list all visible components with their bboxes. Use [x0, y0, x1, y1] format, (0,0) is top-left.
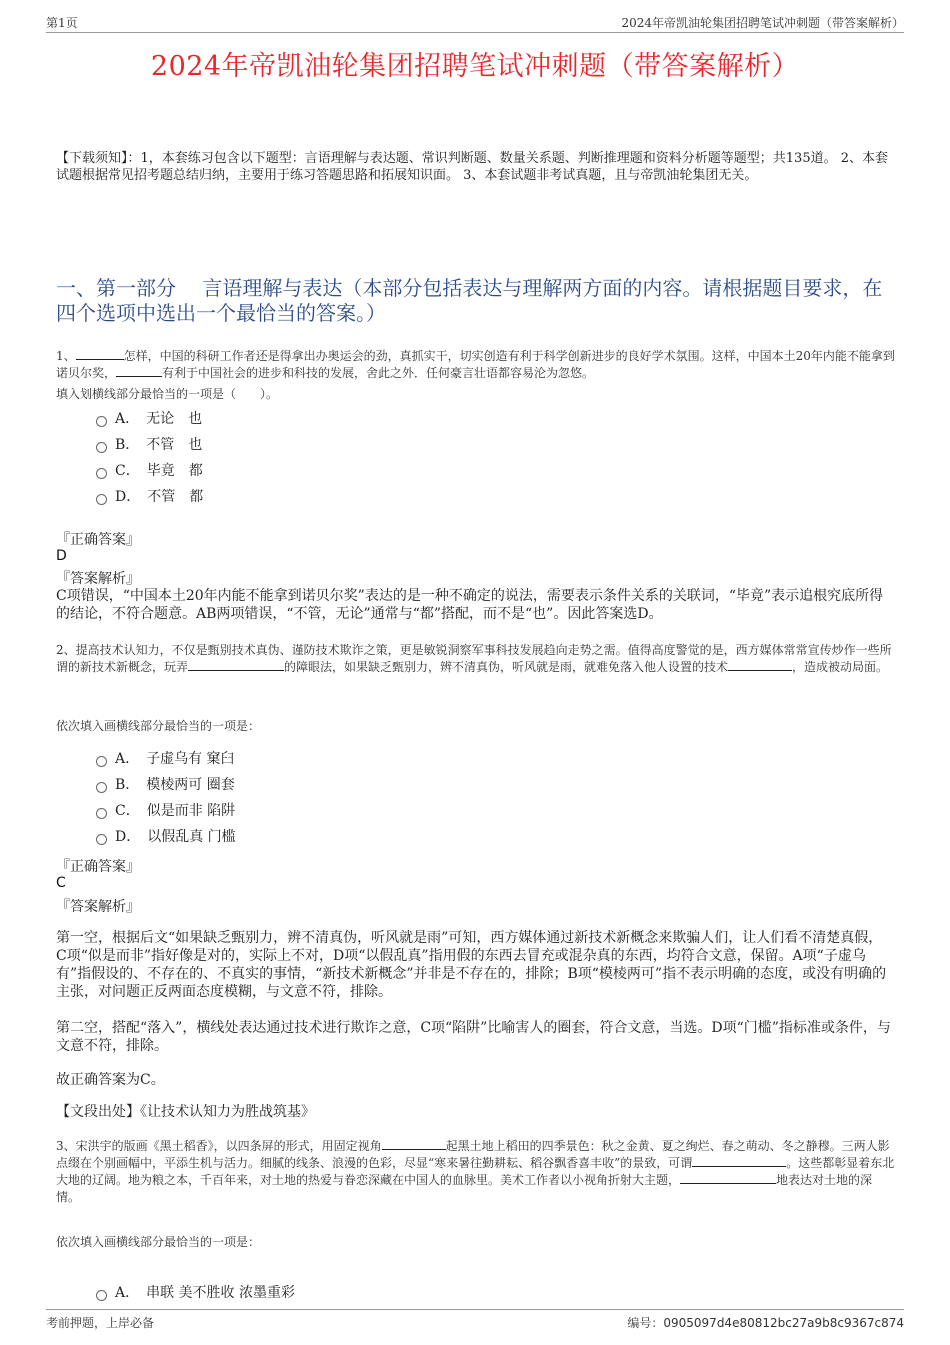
question-number: 1、: [56, 349, 76, 363]
question-number: 3、: [56, 1139, 76, 1153]
option-b[interactable]: B． 模棱两可 圈套: [96, 775, 235, 795]
fill-blank: [188, 659, 284, 671]
header-divider: [46, 32, 904, 33]
option-a[interactable]: A． 串联 美不胜收 浓墨重彩: [96, 1283, 295, 1303]
footer-slogan: 考前押题，上岸必备: [46, 1316, 155, 1330]
radio-icon[interactable]: [96, 468, 107, 479]
option-c[interactable]: C． 似是而非 陷阱: [96, 801, 235, 821]
analysis-text: 故正确答案为C。: [56, 1072, 165, 1088]
fill-blank: [382, 1138, 446, 1150]
option-b[interactable]: B． 不管 也: [96, 435, 202, 455]
fill-blank: [692, 1155, 786, 1167]
radio-icon[interactable]: [96, 782, 107, 793]
header-doc-title: 2024年帝凯油轮集团招聘笔试冲刺题（带答案解析）: [621, 16, 904, 30]
option-d[interactable]: D． 以假乱真 门槛: [96, 827, 236, 847]
fill-blank: [76, 348, 124, 360]
question-1: [56, 348, 896, 382]
radio-icon[interactable]: [96, 834, 107, 845]
fill-blank: [116, 365, 162, 377]
option-d[interactable]: D． 不管 都: [96, 487, 203, 507]
radio-icon[interactable]: [96, 756, 107, 767]
answer-value: D: [56, 548, 67, 564]
question-2: [56, 642, 896, 676]
question-prompt: 依次填入画横线部分最恰当的一项是：: [56, 1235, 261, 1249]
analysis-text: C项错误，“中国本土20年内能不能拿到诺贝尔奖”表达的是一种不确定的说法，需要表示条件关系的关联词，“毕竟”表示追根究底所得的结论，不符合题意。AB两项错误，“不管，无论”通常与“都”搭配，而不是“也”。因此答案选D。: [56, 588, 884, 622]
question-text: 有利于中国社会的进步和科技的发展，舍此之外．任何豪言壮语都容易沦为忽悠。: [162, 366, 595, 380]
question-text: ，造成被动局面。: [792, 660, 889, 674]
analysis-text: 第一空，根据后文“如果缺乏甄别力，辨不清真伪，听风就是雨”可知，西方媒体通过新技术新概念来欺骗人们，让人们看不清楚真假，C项“似是而非”指好像是对的，实际上不对，D项“以假乱真”指用假的东西去冒充或混杂真的东西，均符合文意，保留。A项“子虚乌有”指假设的、不存在的、不真实的事情，“新技术新概念”并非是不存在的，排除；B项“模棱两可”指不表示明确的态度，或没有明确的主张，对问题正反两面态度模糊，与文意不符，排除。: [56, 930, 887, 1000]
question-number: 2、: [56, 643, 76, 657]
question-text: 宋洪宇的版画《黑土稻香》，以四条屏的形式，用固定视角: [75, 1139, 382, 1153]
radio-icon[interactable]: [96, 494, 107, 505]
question-text: 提高技术认知力，不仅是甄别技术真伪、谨防技术欺诈之策，更是敏锐洞察军事科技发展趋向走势之需。值得高度警觉的是，西方媒体常常宣传炒作一些所谓的新技术新概念，玩弄: [56, 643, 892, 674]
fill-blank: [680, 1172, 776, 1184]
footer-divider: [46, 1309, 904, 1310]
analysis-text: 第二空，搭配“落入”，横线处表达通过技术进行欺诈之意，C项“陷阱”比喻害人的圈套，符合文意，当选。D项“门槛”指标准或条件，与文意不符，排除。: [56, 1020, 891, 1054]
analysis-label: 『答案解析』: [56, 899, 140, 915]
source-citation: 【文段出处】《让技术认知力为胜战筑基》: [56, 1104, 315, 1120]
section-heading: 一、第一部分 言语理解与表达（本部分包括表达与理解两方面的内容。请根据题目要求，在四个选项中选出一个最恰当的答案。）: [56, 276, 883, 325]
radio-icon[interactable]: [96, 442, 107, 453]
answer-value: C: [56, 875, 66, 891]
question-text: 。这些都彰显着东北大地的辽阔。地为粮之本，千百年来，对土地的热爱与眷恋深藏在中国人的血脉里。美术工作者以小视角折射大主题，: [56, 1156, 895, 1187]
answer-label: 『正确答案』: [56, 859, 140, 875]
option-c[interactable]: C． 毕竟 都: [96, 461, 203, 481]
analysis-label: 『答案解析』: [56, 571, 140, 587]
page-title: 2024年帝凯油轮集团招聘笔试冲刺题（带答案解析）: [150, 51, 800, 82]
question-text: 地表达对土地的深情。: [56, 1173, 873, 1204]
radio-icon[interactable]: [96, 1290, 107, 1301]
question-text: 怎样，中国的科研工作者还是得拿出办奥运会的劲，真抓实干，切实创造有利于科学创新进步的良好学术氛围。这样，中国本土20年内能不能拿到诺贝尔奖，: [56, 349, 895, 380]
download-notice: 【下载须知】：1，本套练习包含以下题型：言语理解与表达题、常识判断题、数量关系题、判断推理题和资料分析题等题型；共135道。 2、本套试题根据常见招考题总结归纳，主要用于练习答题思路和拓展知识面。 3、本套试题非考试真题，且与帝凯油轮集团无关。: [56, 151, 888, 183]
answer-label: 『正确答案』: [56, 532, 140, 548]
question-3: [56, 1138, 896, 1206]
radio-icon[interactable]: [96, 808, 107, 819]
radio-icon[interactable]: [96, 416, 107, 427]
question-prompt: 填入划横线部分最恰当的一项是（ ）。: [56, 387, 279, 401]
question-text: 的障眼法，如果缺乏甄别力，辨不清真伪，听风就是雨，就难免落入他人设置的技术: [284, 660, 729, 674]
option-a[interactable]: A． 无论 也: [96, 409, 202, 429]
question-prompt: 依次填入画横线部分最恰当的一项是：: [56, 719, 261, 733]
page-number: 第1页: [46, 16, 78, 30]
question-text: 起黑土地上稻田的四季景色：秋之金黄、夏之绚烂、春之萌动、冬之静穆。三两人影点缀在个别画幅中，平添生机与活力。细腻的线条、浪漫的色彩，尽显“寒来暑往勤耕耘、稻谷飘香喜丰收”的景致，可谓: [56, 1139, 890, 1170]
document-code: 编号：0905097d4e80812bc27a9b8c9367c874: [627, 1316, 904, 1330]
option-a[interactable]: A． 子虚乌有 窠臼: [96, 749, 235, 769]
fill-blank: [728, 659, 792, 671]
